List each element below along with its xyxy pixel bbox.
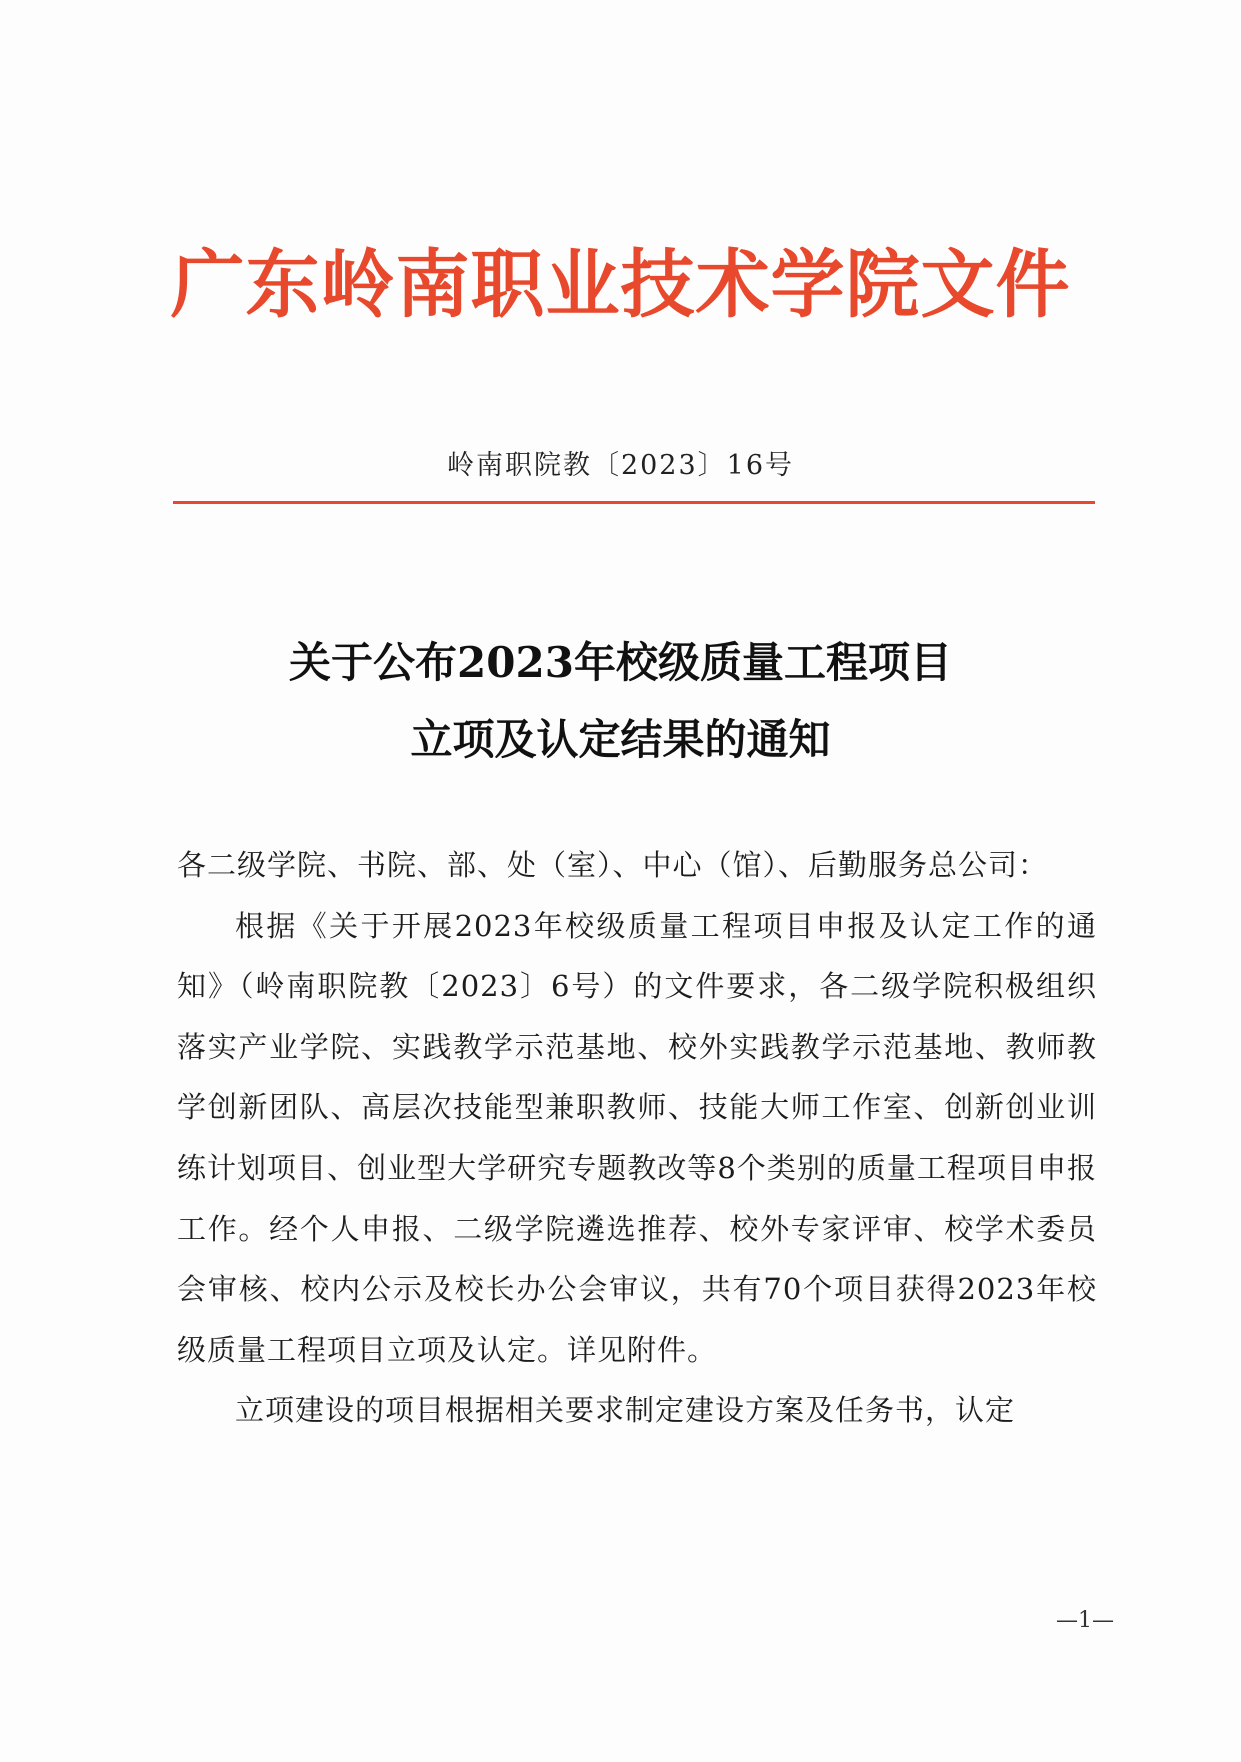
notice-body [177,835,1097,1441]
page-number: —1— [1056,1608,1114,1633]
red-divider-line [173,501,1095,504]
document-masthead: 广东岭南职业技术学院文件 [170,242,1071,328]
document-number: 岭南职院教〔2023〕16号 [446,450,795,481]
salutation: 各二级学院、书院、部、处（室）、中心（馆）、后勤服务总公司： [177,848,1049,882]
notice-title-line-1: 关于公布2023年校级质量工程项目 [289,638,952,687]
notice-title-line-2: 立项及认定结果的通知 [410,715,831,764]
body-paragraph-1: 根据《关于开展2023年校级质量工程项目申报及认定工作的通知》（岭南职院教〔2023〕6号）的文件要求，各二级学院积极组织落实产业学院、实践教学示范基地、校外实践教学示范基地、教师教学创新团队、高层次技能型兼职教师、技能大师工作室、创新创业训练计划项目、创业型大学研究专题教改等8个类别的质量工程项目申报工作。经个人申报、二级学院遴选推荐、校外专家评审、校学术委员会审核、校内公示及校长办公会审议，共有70个项目获得2023年校级质量工程项目立项及认定。详见附件。 [177,908,1097,1367]
body-paragraph-2: 立项建设的项目根据相关要求制定建设方案及任务书，认定 [235,1393,1016,1428]
